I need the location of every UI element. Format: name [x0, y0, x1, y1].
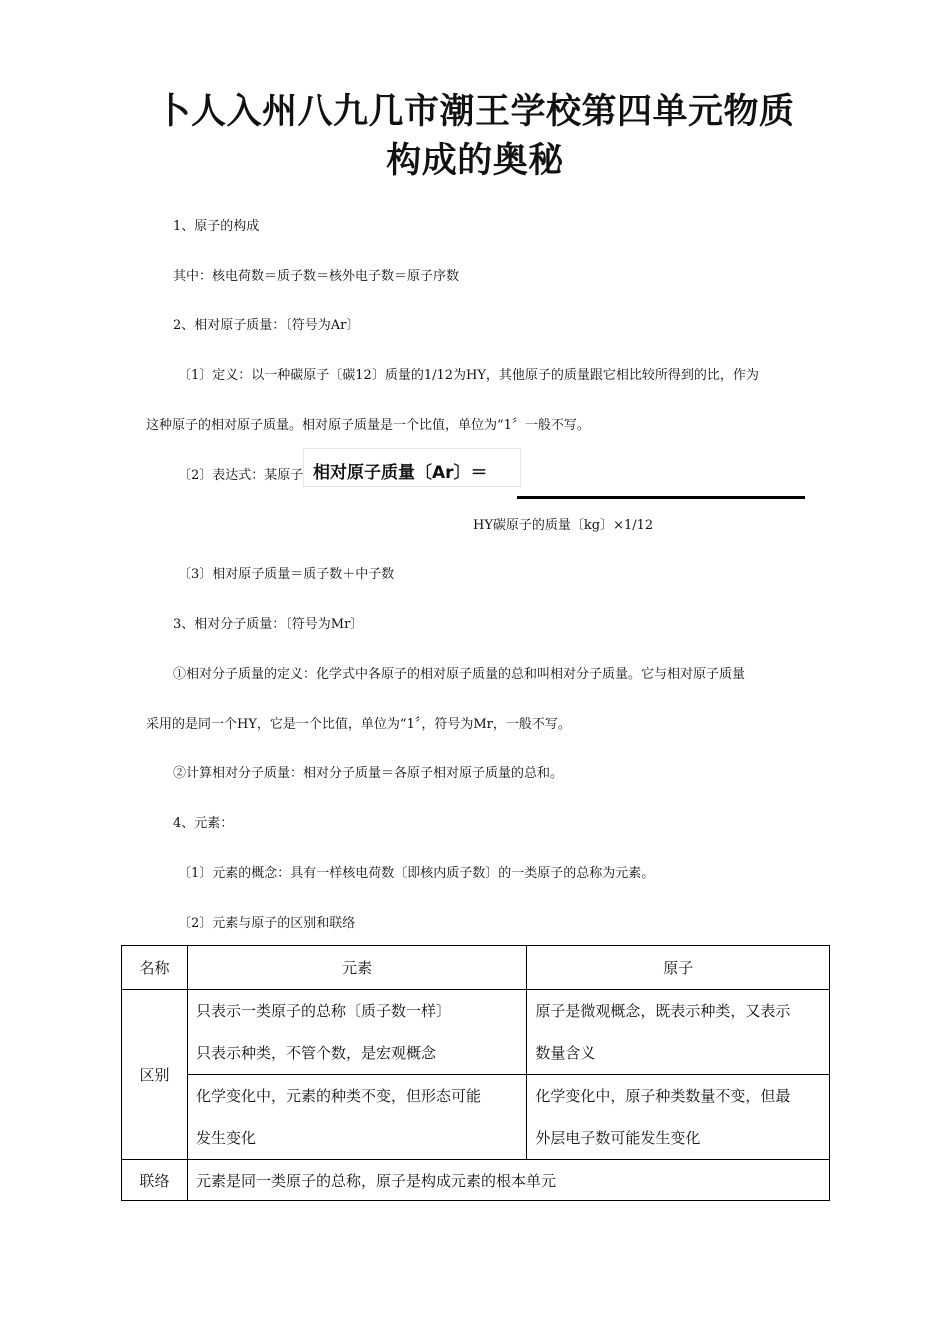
atom-equality-paragraph: 其中：核电荷数＝质子数＝核外电子数＝原子序数	[173, 269, 460, 284]
expression-paragraph: 〔2〕表达式：某原子	[178, 468, 304, 483]
definition-paragraph-line-1: 〔1〕定义：以一种碳原子〔碳12〕质量的1/12为HY，其他原子的质量跟它相比较所得到的比，作为	[178, 368, 759, 383]
cell-text: 只表示种类，不管个数，是宏观概念	[195, 1044, 436, 1062]
molecular-mass-definition-line-2: 采用的是同一个HY，它是一个比值，单位为“1〞，符号为Mr，一般不写。	[146, 717, 571, 732]
cell-text: 化学变化中，原子种类数量不变，但最	[535, 1087, 791, 1105]
table-row	[122, 1075, 830, 1160]
table-row	[122, 1160, 830, 1201]
cell-text: 只表示一类原子的总称〔质子数一样〕	[195, 1002, 451, 1020]
table-row	[122, 990, 830, 1075]
mass-sum-paragraph: 〔3〕相对原子质量＝质子数＋中子数	[178, 567, 395, 582]
document-title-line-1: 卜人入州八九几市潮王学校第四单元物质	[155, 92, 795, 132]
section-2-heading: 2、相对原子质量：〔符号为Ar〕	[173, 318, 360, 333]
link-label: 联络	[122, 1160, 188, 1201]
cell-text: 化学变化中，元素的种类不变，但形态可能	[195, 1087, 481, 1105]
cell-text: 发生变化	[195, 1129, 256, 1147]
table-cell	[187, 1075, 526, 1160]
section-3-heading: 3、相对分子质量：〔符号为Mr〕	[173, 617, 364, 632]
table-cell	[527, 990, 830, 1075]
section-4-heading: 4、元素：	[173, 816, 234, 831]
table-header-name: 名称	[122, 946, 188, 990]
link-text: 元素是同一类原子的总称，原子是构成元素的根本单元	[187, 1160, 829, 1201]
table-header-atom: 原子	[527, 946, 830, 990]
element-concept-paragraph: 〔1〕元素的概念：具有一样核电荷数〔即核内质子数〕的一类原子的总称为元素。	[178, 866, 655, 881]
molecular-mass-definition-line-1: ①相对分子质量的定义：化学式中各原子的相对原子质量的总和叫相对分子质量。它与相对原子质量	[173, 667, 746, 682]
section-1-heading: 1、原子的构成	[173, 219, 260, 234]
cell-text: 数量含义	[535, 1044, 596, 1062]
formula-denominator: HY碳原子的质量〔kg〕×1/12	[473, 518, 654, 533]
document-title-line-2: 构成的奥秘	[386, 141, 564, 181]
element-atom-comparison-heading: 〔2〕元素与原子的区别和联络	[178, 916, 356, 931]
table-header-element: 元素	[187, 946, 526, 990]
element-atom-comparison-table	[121, 945, 830, 1201]
molecular-mass-calc-paragraph: ②计算相对分子质量：相对分子质量＝各原子相对原子质量的总和。	[173, 766, 564, 781]
table-cell	[527, 1075, 830, 1160]
table-cell	[187, 990, 526, 1075]
definition-paragraph-line-2: 这种原子的相对原子质量。相对原子质量是一个比值，单位为“1〞一般不写。	[146, 418, 590, 433]
cell-text: 外层电子数可能发生变化	[535, 1129, 701, 1147]
difference-label: 区别	[122, 990, 188, 1160]
formula-label: 相对原子质量〔Ar〕＝	[313, 463, 488, 483]
table-header-row	[122, 946, 830, 990]
cell-text: 原子是微观概念，既表示种类，又表示	[535, 1002, 791, 1020]
fraction-bar	[517, 496, 805, 499]
